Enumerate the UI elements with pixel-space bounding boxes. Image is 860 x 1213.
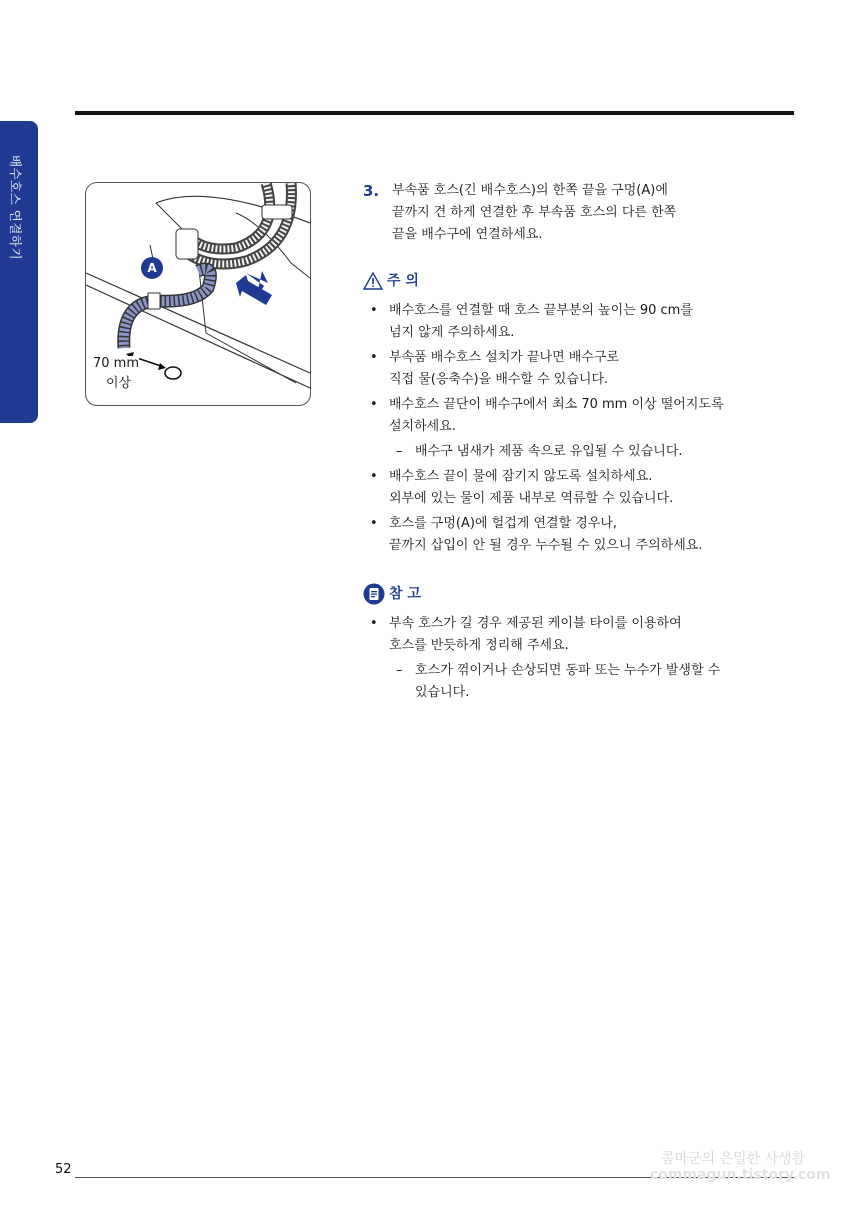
figure-distance-label-line2: 이상	[106, 376, 132, 391]
watermark-text: 콤마군의 은밀한 사생활	[661, 1151, 806, 1167]
step-number: 3.	[363, 182, 380, 200]
caution-list-continued	[363, 466, 783, 557]
caution-heading	[363, 270, 783, 292]
list-item: • 배수호스를 연결할 때 호스 끝부분의 높이는 90 cm를 넘지 않게 주의하세요.	[363, 300, 783, 344]
note-document-icon	[363, 583, 385, 605]
list-item-line: 설치하세요.	[389, 419, 456, 434]
list-item-line: 호스를 구멍(A)에 헐겁게 연결할 경우나,	[389, 516, 618, 531]
step-3	[363, 180, 783, 246]
list-item-line: 호스를 반듯하게 정리해 주세요.	[389, 638, 569, 653]
note-heading	[363, 583, 783, 605]
step-line: 부속품 호스(긴 배수호스)의 한쪽 끝을 구멍(A)에	[392, 183, 668, 198]
top-rule	[75, 111, 794, 115]
caution-list	[363, 300, 783, 438]
side-tab-label: 배수호스 연결하기	[8, 155, 23, 261]
figure-distance-label-line1: 70 mm	[93, 356, 140, 371]
installation-figure	[85, 182, 311, 406]
list-item: • 배수호스 끝단이 배수구에서 최소 70 mm 이상 떨어지도록 설치하세요.	[363, 394, 783, 438]
step-line: 끝까지 견 하게 연결한 후 부속품 호스의 다른 한쪽	[392, 205, 677, 220]
subnote-line: 배수구 냄새가 제품 속으로 유입될 수 있습니다.	[415, 444, 683, 459]
list-item-line: 배수호스 끝단이 배수구에서 최소 70 mm 이상 떨어지도록	[389, 397, 724, 412]
step-line: 끝을 배수구에 연결하세요.	[392, 227, 543, 242]
list-item-line: 넘지 않게 주의하세요.	[389, 325, 515, 340]
list-item: • 부속품 배수호스 설치가 끝나면 배수구로 직접 물(응축수)을 배수할 수 있습니다.	[363, 347, 783, 391]
page-number: 52	[55, 1162, 72, 1177]
note-list	[363, 613, 783, 657]
list-item-line: 외부에 있는 물이 제품 내부로 역류할 수 있습니다.	[389, 491, 674, 506]
list-item: • 부속 호스가 길 경우 제공된 케이블 타이를 이용하여 호스를 반듯하게 정리해 주세요.	[363, 613, 783, 657]
subnote-line: 호스가 꺾이거나 손상되면 동파 또는 누수가 발생할 수	[415, 663, 721, 678]
list-item-line: 부속품 배수호스 설치가 끝나면 배수구로	[389, 350, 620, 365]
content-column	[363, 180, 783, 707]
caution-title: 주 의	[387, 273, 419, 289]
list-item-line: 끝까지 삽입이 안 될 경우 누수될 수 있으니 주의하세요.	[389, 538, 703, 553]
caution-subnote: – 배수구 냄새가 제품 속으로 유입될 수 있습니다.	[363, 441, 783, 463]
list-item: • 호스를 구멍(A)에 헐겁게 연결할 경우나, 끝까지 삽입이 안 될 경우 누수될 수 있으니 주의하세요.	[363, 513, 783, 557]
warning-triangle-icon	[363, 272, 383, 290]
note-subnote: – 호스가 꺾이거나 손상되면 동파 또는 누수가 발생할 수 있습니다.	[363, 660, 783, 704]
list-item-line: 직접 물(응축수)을 배수할 수 있습니다.	[389, 372, 609, 387]
list-item: • 배수호스 끝이 물에 잠기지 않도록 설치하세요. 외부에 있는 물이 제품 내부로 역류할 수 있습니다.	[363, 466, 783, 510]
list-item-line: 부속 호스가 길 경우 제공된 케이블 타이를 이용하여	[389, 616, 682, 631]
list-item-line: 배수호스를 연결할 때 호스 끝부분의 높이는 90 cm를	[389, 303, 693, 318]
list-item-line: 배수호스 끝이 물에 잠기지 않도록 설치하세요.	[389, 469, 653, 484]
note-title: 참 고	[389, 586, 421, 602]
subnote-line: 있습니다.	[415, 685, 470, 700]
watermark-url: commagun.tistory.com	[650, 1167, 831, 1183]
figure-marker-a: A	[147, 261, 157, 275]
